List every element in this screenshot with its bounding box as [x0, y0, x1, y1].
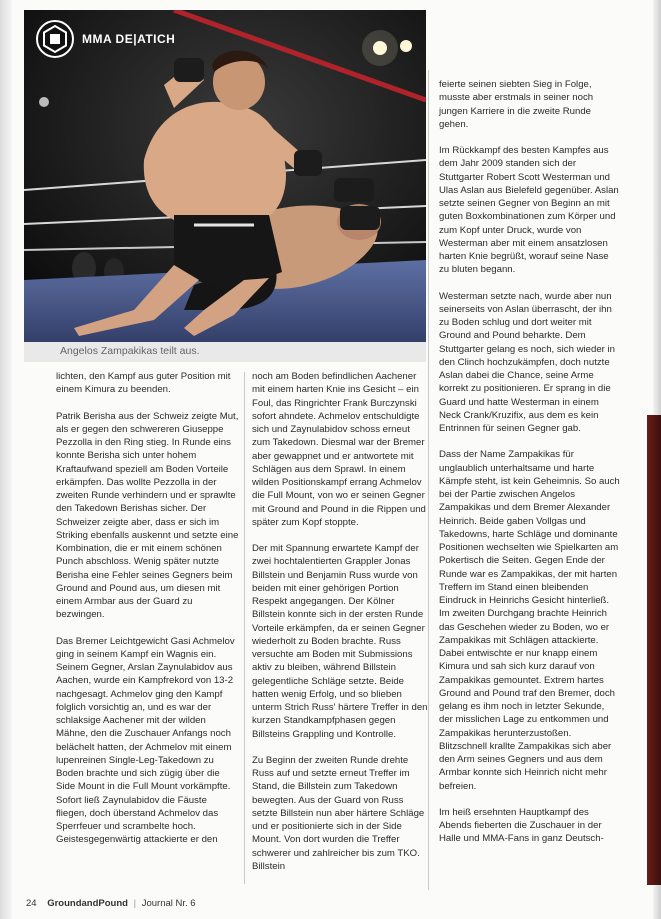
paragraph: feierte seinen siebten Sieg in Folge, musste aber erstmals in seiner noch jungen Karriere in die zweite Runde gehen.	[439, 79, 594, 130]
issue-label: Journal Nr. 6	[141, 898, 196, 909]
paragraph: Zu Beginn der zweiten Runde drehte Russ auf und setzte erneut Treffer im Stand, die Billstein zum Takedown bewegten. Aus der Guard von Russ setzte Billstein nun aber härtere Schläge und er positionierte sich in der Side Mount. Von dort wurden die Treffer schwerer und zahlreicher bis zum TKO. Billstein	[252, 754, 425, 872]
paragraph: Im Rückkampf des besten Kampfes aus dem Jahr 2009 standen sich der Stuttgarter Robert Scott Westerman und Ulas Aslan aus Bielefeld gegenüber. Aslan setzte seinen Gegner von Beginn an mit guten Boxkombinationen zum Körper und zum Kopf unter Druck, wurde von Westerman aber mit einem ansatzlosen harten Knie begrüßt, worauf seine Nase zu bluten begann.	[439, 145, 619, 276]
photo-caption: Angelos Zampakikas teilt aus.	[24, 342, 426, 362]
page-number: 24	[26, 898, 37, 909]
fight-photo-illustration	[24, 10, 426, 342]
paragraph: Westerman setzte nach, wurde aber nun seinerseits von Aslan überrascht, der ihn zu Boden schlug und dort weiter mit Ground and Pound beharkte. Dem Stuttgarter gelang es noch, sich wieder in den Clinch hochzukämpfen, doch nutzte Aslan dabei die Chance, seine Arme korrekt zu positionieren. Er sprang in die Guard und hatte Westerman in einem Neck Crank/Kruzifix, aus dem es kein Entrinnen für seinen Gegner gab.	[439, 290, 615, 434]
paragraph: noch am Boden befindlichen Aachener mit einem harten Knie ins Gesicht – ein Foul, das Ringrichter Frank Burczynski sofort ahndete. Achmelov entschuldigte sich und Zaynulabidov schoss erneut zum Takedown. Diesmal war der Bremer aber gewappnet und er antwortete mit Schlägen aus dem Sprawl. In einem wilden Positionskampf errang Achmelov die Full Mount, von wo er seinen Gegner mit Ground and Pound in die Rippen und später zum Kopf stoppte.	[252, 371, 426, 528]
paragraph: Im heiß ersehnten Hauptkampf des Abends fieberten die Zuschauer in der Halle und MMA-Fans in ganz Deutsch-	[439, 806, 604, 845]
fight-photo	[24, 10, 426, 342]
paragraph: Dass der Name Zampakikas für unglaublich unterhaltsame und harte Kämpfe steht, ist kein Geheimnis. So auch bei der Partie zwischen Angelos Zampakikas und dem Bremer Alexander Heinrich. Beide gaben Vollgas und Takedowns, harte Schläge und dominante Positionen wechselten wie Spielkarten am Pokertisch die Seiten. Gegen Ende der Runde war es Zampakikas, der mit harten Treffern im Stand einen bleibenden Eindruck in Heinrichs Gesicht hinterließ. Im zweiten Durchgang brachte Heinrich das Geschehen wieder zu Boden, wo er Zampakikas mit Schlägen attackierte. Dabei entwischte er nur knapp einem Kimura und sah sich kurz darauf von Zampakikas gemountet. Extrem hartes Ground and Pound traf den Bremer, doch gelang es ihm noch in letzter Sekunde, der misslichen Lage zu entkommen und Zampakikas herunterzustoßen. Blitzschnell krallte Zampakikas sich aber den Arm seines Gegners und aus dem Armbar konnte sich Heinrich nicht mehr befreien.	[439, 449, 620, 792]
magazine-brand: GroundandPound	[47, 898, 128, 909]
article-column-3	[439, 78, 620, 859]
section-title: MMA DE|ATICH	[82, 32, 176, 46]
mma-logo	[36, 20, 74, 58]
footer-separator: |	[133, 898, 137, 909]
article-column-2	[252, 370, 428, 886]
red-page-tab	[647, 415, 661, 885]
page-footer	[26, 898, 196, 909]
article-column-1	[56, 370, 239, 860]
paragraph: Der mit Spannung erwartete Kampf der zwei hochtalentierten Grappler Jonas Billstein und Benjamin Russ wurde von beiden mit einer gehörigen Portion Respekt angegangen. Der Kölner Billstein konnte sich in der ersten Runde Vorteile erkämpfen, da er seinen Gegner wiederholt zu Boden brachte. Russ versuchte am Boden mit Submissions aktiv zu bleiben, während Billstein gelegentliche Schläge setzte. Beide hatten wenig Erfolg, und so blieben unterm Strich Russ' härtere Treffer in den kurzen Standkampfphasen gegen Billsteins Grappling und Kontrolle.	[252, 543, 428, 740]
paragraph: lichten, den Kampf aus guter Position mit einem Kimura zu beenden.	[56, 371, 231, 396]
column-divider	[244, 372, 245, 884]
paragraph: Das Bremer Leichtgewicht Gasi Achmelov ging in seinem Kampf ein Wagnis ein. Seinem Gegner, Arslan Zaynulabidov aus Aachen, wurde ein Kampfrekord von 13-2 nachgesagt. Achmelov ging den Kampf folglich vorsichtig an, und es war der schlaksige Aachener mit der wilden Mähne, den die Zuschauer Anfangs noch belächelt hatten, der Achmelov mit einem lupenreinen Single-Leg-Takedown zu Boden brachte und sich zügig über die Side Mount in die Full Mount vorkämpfte. Sofort ließ Zaynulabidov die Fäuste fliegen, doch überstand Achmelov das Sperrfeuer und scrambelte hoch. Geistesgegenwärtig attackierte er den	[56, 635, 235, 846]
page-spine-shadow	[0, 0, 12, 919]
paragraph: Patrik Berisha aus der Schweiz zeigte Mut, als er gegen den schwereren Giuseppe Pezzolla in den Ring stieg. In Runde eins konnte Berisha sich unter hohem Kraftaufwand speziell am Boden Vorteile erkämpfen. Das wollte Pezzolla in der zweiten Runde verhindern und er sprawlte den Takedown Berishas sicher. Der Schweizer zeigte aber, dass er sich im Striking ebenfalls auskennt und setzte eine Kombination, die er mit einem schönen Punch abschloss. Wenig später nutzte Berisha eine Fehler seines Gegners beim Ground and Pound aus, um diesen mit einem Armbar aus der Guard zu bezwingen.	[56, 410, 239, 621]
